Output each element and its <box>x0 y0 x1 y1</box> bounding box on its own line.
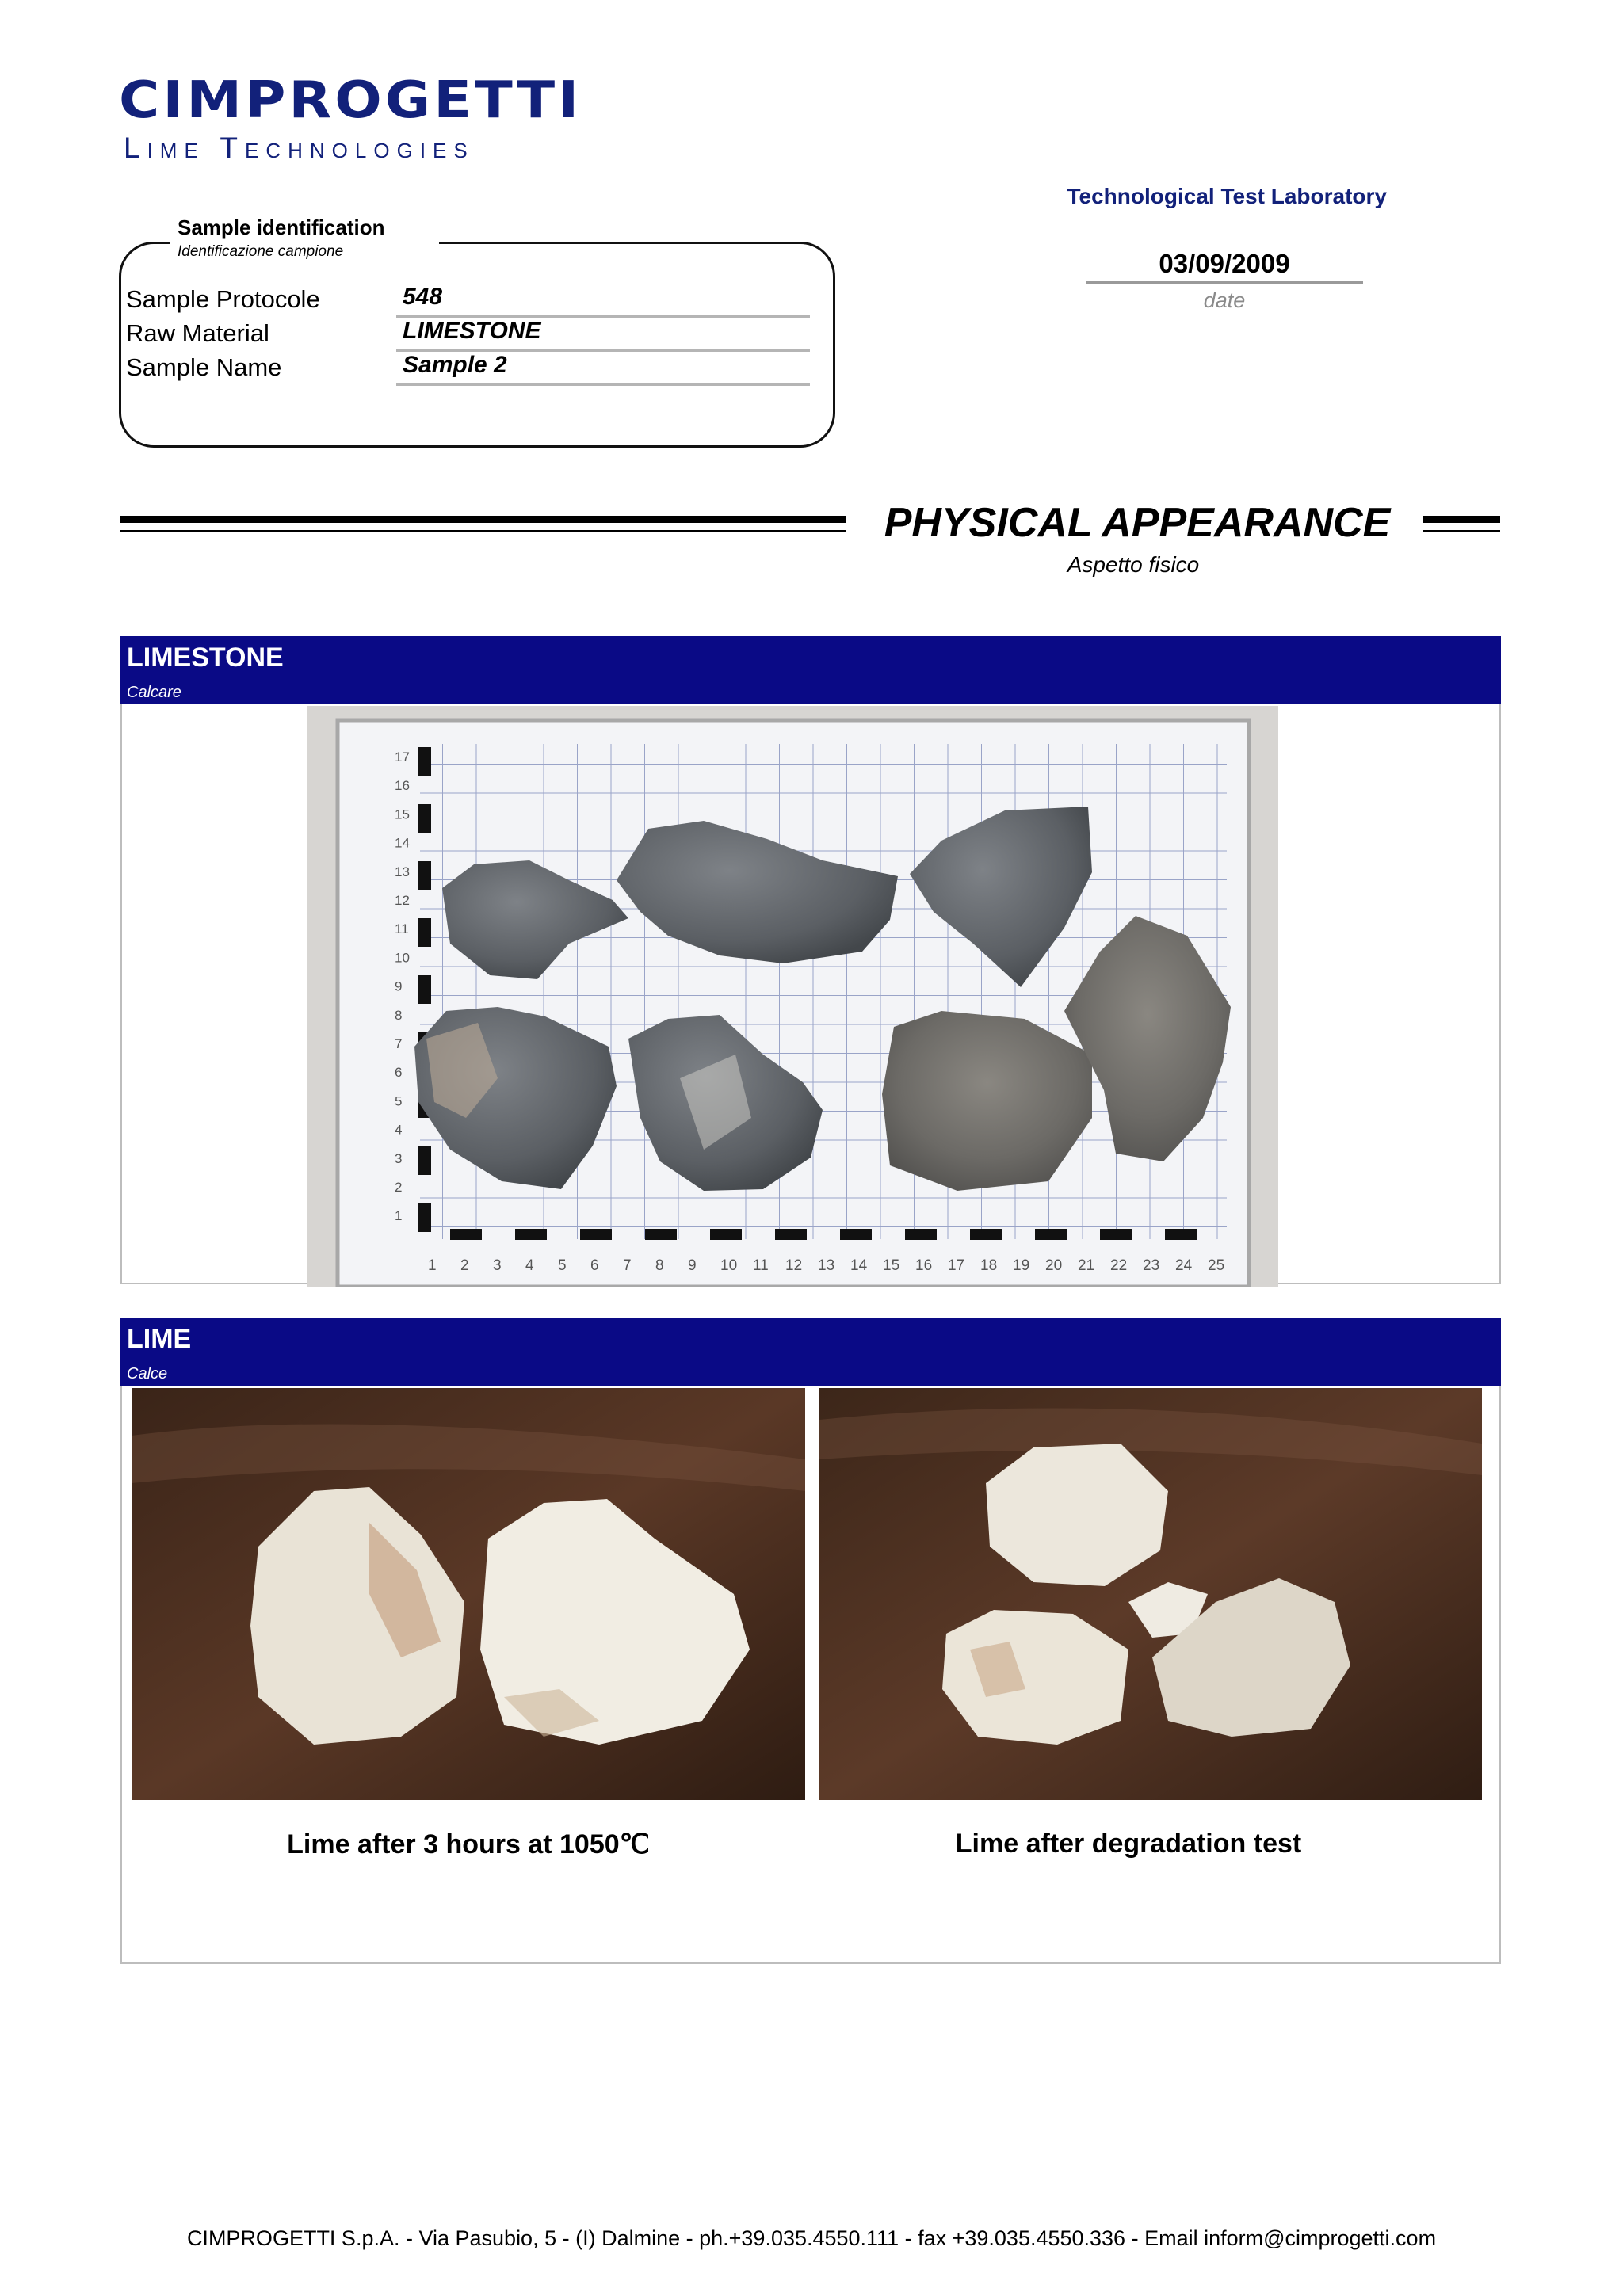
grid-x-label: 5 <box>558 1257 567 1274</box>
grid-x-label: 6 <box>590 1257 599 1274</box>
grid-y-label: 13 <box>395 864 410 879</box>
company-logo: CIMPROGETTI <box>119 70 582 130</box>
footer-contact: CIMPROGETTI S.p.A. - Via Pasubio, 5 - (I) Dalmine - ph.+39.035.4550.111 - fax +39.035.4550.336 - Email inform@cimprogetti.com <box>186 2226 1437 2250</box>
company-tagline: Lime Technologies <box>124 132 475 164</box>
grid-y-label: 16 <box>395 778 410 794</box>
heading-rule <box>120 516 846 523</box>
grid-x-label: 1 <box>428 1257 437 1274</box>
heading-rule <box>120 530 846 532</box>
sample-name-label: Sample Name <box>126 353 282 381</box>
grid-y-label: 1 <box>395 1208 403 1224</box>
grid-y-label: 10 <box>395 950 410 966</box>
grid-y-label: 17 <box>395 749 410 765</box>
caption-degradation: Lime after degradation test <box>955 1829 1302 1859</box>
grid-x-label: 17 <box>948 1257 965 1274</box>
lime-panel-header <box>120 1318 1501 1386</box>
grid-x-label: 11 <box>753 1257 769 1274</box>
grid-x-label: 8 <box>655 1257 664 1274</box>
grid-x-label: 3 <box>493 1257 502 1274</box>
grid-x-label: 4 <box>525 1257 534 1274</box>
grid-x-label: 24 <box>1175 1257 1193 1274</box>
report-date: 03/09/2009 <box>1159 249 1290 278</box>
field-line <box>396 383 810 386</box>
lab-title: Technological Test Laboratory <box>1067 184 1387 208</box>
lime-panel-subtitle: Calce <box>127 1365 168 1383</box>
grid-x-label: 18 <box>980 1257 998 1274</box>
heading-rule <box>1423 530 1500 532</box>
grid-x-label: 23 <box>1143 1257 1160 1274</box>
lime-after-degradation-photo <box>819 1388 1482 1800</box>
grid-x-label: 13 <box>818 1257 835 1274</box>
sample-id-legend: Sample identification <box>178 215 385 239</box>
date-caption: date <box>1203 288 1246 312</box>
heading-rule <box>1423 516 1500 523</box>
grid-x-label: 7 <box>623 1257 632 1274</box>
limestone-panel-title: LIMESTONE <box>127 643 284 673</box>
grid-x-label: 22 <box>1110 1257 1128 1274</box>
limestone-photo <box>307 706 1278 1287</box>
caption-calcination: Lime after 3 hours at 1050℃ <box>287 1829 650 1859</box>
grid-y-label: 3 <box>395 1150 403 1166</box>
grid-x-label: 25 <box>1208 1257 1225 1274</box>
raw-material-label: Raw Material <box>126 319 269 347</box>
grid-y-label: 6 <box>395 1065 403 1081</box>
grid-x-label: 2 <box>460 1257 469 1274</box>
section-subtitle: Aspetto fisico <box>1067 552 1200 577</box>
grid-y-label: 14 <box>395 835 410 851</box>
grid-x-label: 14 <box>850 1257 868 1274</box>
grid-x-label: 20 <box>1045 1257 1063 1274</box>
grid-y-label: 5 <box>395 1093 403 1109</box>
sample-protocol-label: Sample Protocole <box>126 285 320 313</box>
date-underline <box>1086 281 1363 284</box>
section-title: PHYSICAL APPEARANCE <box>884 500 1391 546</box>
grid-x-label: 10 <box>720 1257 738 1274</box>
grid-x-label: 15 <box>883 1257 900 1274</box>
grid-y-label: 11 <box>395 921 409 937</box>
grid-y-label: 12 <box>395 893 410 908</box>
grid-y-label: 7 <box>395 1036 403 1051</box>
grid-x-label: 19 <box>1013 1257 1030 1274</box>
grid-x-label: 21 <box>1078 1257 1095 1274</box>
sample-name-value: Sample 2 <box>403 352 507 378</box>
grid-x-label: 12 <box>785 1257 803 1274</box>
limestone-panel-header <box>120 636 1501 704</box>
lime-photo-2-svg <box>819 1388 1482 1800</box>
grid-y-label: 8 <box>395 1007 403 1023</box>
grid-x-label: 9 <box>688 1257 697 1274</box>
grid-y-label: 2 <box>395 1180 403 1195</box>
limestone-photo-svg <box>307 706 1278 1287</box>
sample-id-legend-it: Identificazione campione <box>178 243 344 260</box>
sample-protocol-value: 548 <box>403 284 443 310</box>
lime-photo-1-svg <box>132 1388 805 1800</box>
limestone-panel-subtitle: Calcare <box>127 684 181 701</box>
grid-y-label: 4 <box>395 1122 403 1138</box>
lime-after-calcination-photo <box>132 1388 805 1800</box>
grid-x-label: 16 <box>915 1257 933 1274</box>
lime-panel-title: LIME <box>127 1324 192 1354</box>
grid-y-label: 15 <box>395 807 410 822</box>
grid-y-label: 9 <box>395 978 403 994</box>
raw-material-value: LIMESTONE <box>403 318 541 344</box>
